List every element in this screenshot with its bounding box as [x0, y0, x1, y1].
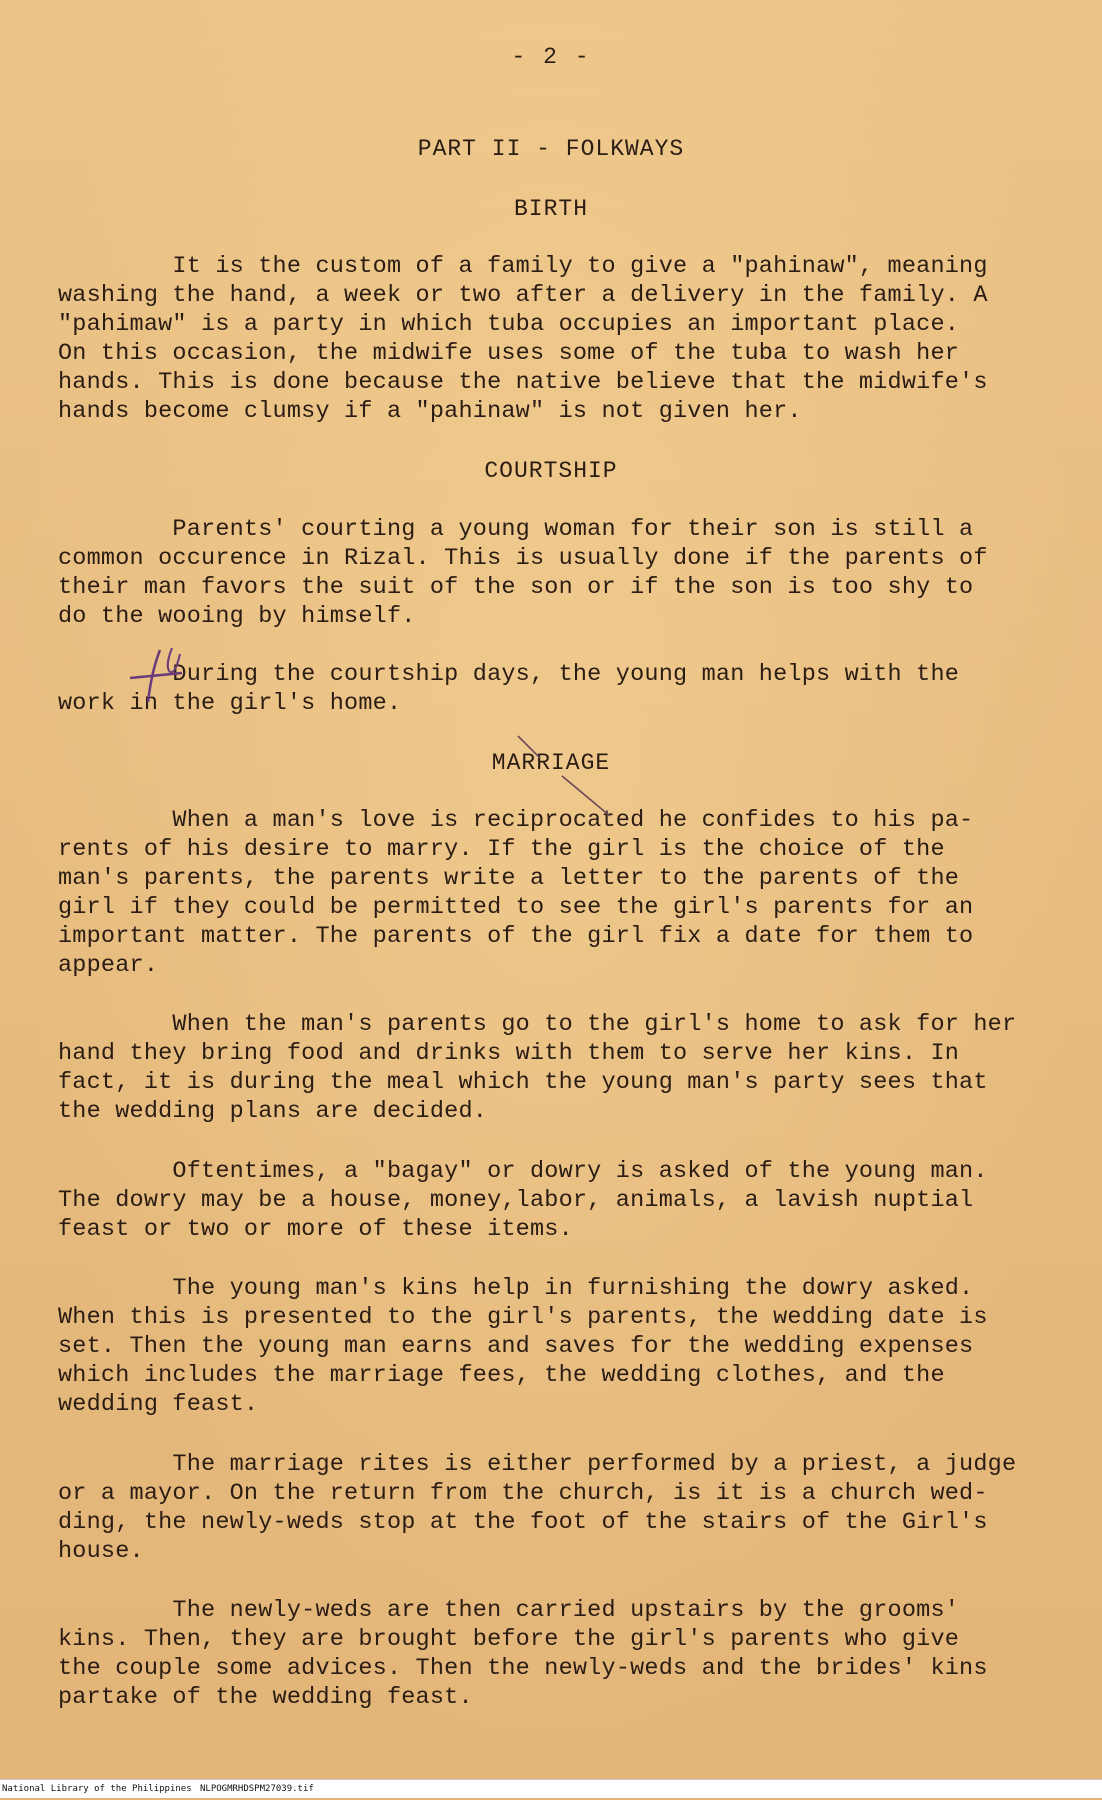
marriage-paragraph-2: When the man's parents go to the girl's home to ask for her hand they bring food and drinks with them to serve her kins. In fact, it is during the meal which the young man's party sees that the wedding plans are decided.: [58, 1011, 1017, 1125]
section-heading-birth: BIRTH: [513, 196, 588, 222]
section-heading-marriage: MARRIAGE: [491, 750, 611, 776]
courtship-paragraph-2: During the courtship days, the young man helps with the work in the girl's home.: [58, 661, 960, 717]
section-heading-courtship: COURTSHIP: [484, 458, 618, 484]
page-number: - 2 -: [511, 44, 591, 70]
footer-file-id: NLPOGMRHDSPM27039.tif: [200, 1784, 314, 1794]
marriage-paragraph-4: The young man's kins help in furnishing the dowry asked. When this is presented to the girl's parents, the wedding date is set. Then the young man earns and saves for the wedding expenses which includes the marriage fees, the wedding clothes, and the wedding feast.: [58, 1275, 988, 1418]
part-title: PART II - FOLKWAYS: [417, 136, 685, 162]
scan-footer: [0, 1779, 1102, 1798]
courtship-paragraph-1: Parents' courting a young woman for their son is still a common occurence in Rizal. This is usually done if the parents of their man favors the suit of the son or if the son is too shy to do the wooing by himself.: [58, 516, 988, 630]
marriage-paragraph-1: When a man's love is reciprocated he confides to his pa- rents of his desire to marry. If the girl is the choice of the man's parents, the parents write a letter to the parents of the girl if they could be permitted to see the girl's parents for an important matter. The parents of the girl fix a date for them to appear.: [58, 807, 974, 979]
footer-library-label: National Library of the Philippines: [2, 1784, 192, 1794]
marriage-paragraph-3: Oftentimes, a "bagay" or dowry is asked of the young man. The dowry may be a house, money,labor, animals, a lavish nuptial feast or two or more of these items.: [58, 1158, 988, 1243]
marriage-paragraph-5: The marriage rites is either performed by a priest, a judge or a mayor. On the return from the church, is it is a church wed- ding, the newly-weds stop at the foot of the stairs of the Girl's house.: [58, 1451, 1017, 1565]
birth-paragraph-1: It is the custom of a family to give a "pahinaw", meaning washing the hand, a week or two after a delivery in the family. A "pahimaw" is a party in which tuba occupies an important place. On this occasion, the midwife uses some of the tuba to wash her hands. This is done because the native believe that the midwife's hands become clumsy if a "pahinaw" is not given her.: [58, 253, 988, 425]
marriage-paragraph-6: The newly-weds are then carried upstairs by the grooms' kins. Then, they are brought before the girl's parents who give the couple some advices. Then the newly-weds and the brides' kins partake of the wedding feast.: [58, 1597, 988, 1711]
